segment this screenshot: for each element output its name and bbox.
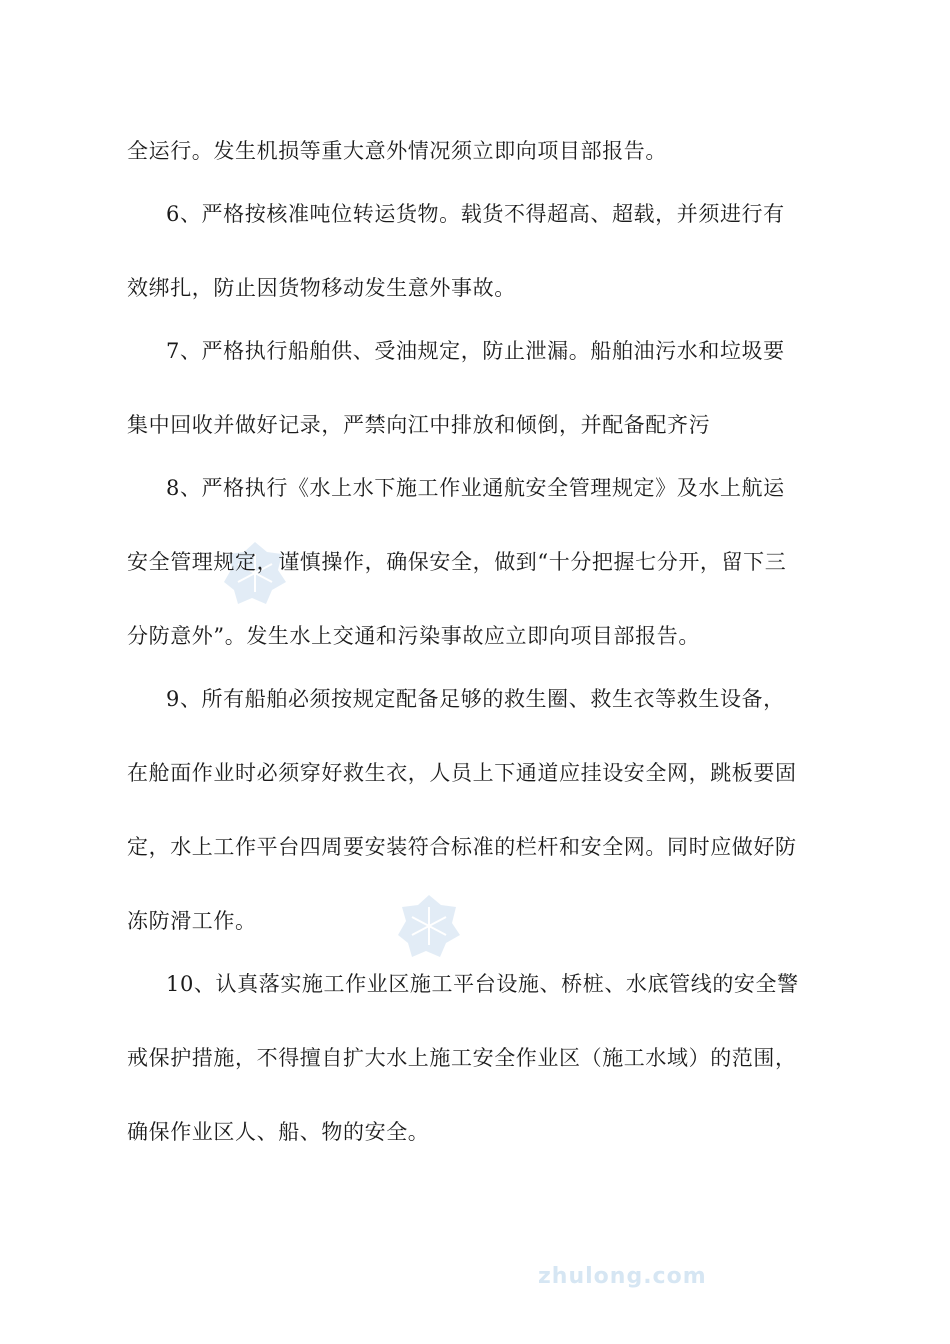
text-line: 安全管理规定，谨慎操作，确保安全，做到“十分把握七分开，留下三 <box>127 550 787 574</box>
text-line: 确保作业区人、船、物的安全。 <box>127 1120 430 1144</box>
text-line: 戒保护措施，不得擅自扩大水上施工安全作业区（施工水域）的范围， <box>127 1046 797 1070</box>
text-line: 集中回收并做好记录，严禁向江中排放和倾倒，并配备配齐污 <box>127 413 711 437</box>
paragraph-7-start: 7、严格执行船舶供、受油规定，防止泄漏。船舶油污水和垃圾要 <box>166 339 785 363</box>
watermark-text: zhulong.com <box>538 1264 707 1289</box>
text-line: 冻防滑工作。 <box>127 909 257 933</box>
paragraph-9-start: 9、所有船舶必须按规定配备足够的救生圈、救生衣等救生设备， <box>166 687 785 711</box>
text-line: 定，水上工作平台四周要安装符合标准的栏杆和安全网。同时应做好防 <box>127 835 797 859</box>
paragraph-6-start: 6、严格按核准吨位转运货物。载货不得超高、超载，并须进行有 <box>166 202 785 226</box>
text-line: 效绑扎，防止因货物移动发生意外事故。 <box>127 276 516 300</box>
text-line: 分防意外”。发生水上交通和污染事故应立即向项目部报告。 <box>127 624 700 648</box>
text-line: 全运行。发生机损等重大意外情况须立即向项目部报告。 <box>127 139 667 163</box>
paragraph-8-start: 8、严格执行《水上水下施工作业通航安全管理规定》及水上航运 <box>166 476 785 500</box>
text-line: 在舱面作业时必须穿好救生衣，人员上下通道应挂设安全网，跳板要固 <box>127 761 797 785</box>
paragraph-10-start: 10、认真落实施工作业区施工平台设施、桥桩、水底管线的安全警 <box>166 972 799 996</box>
